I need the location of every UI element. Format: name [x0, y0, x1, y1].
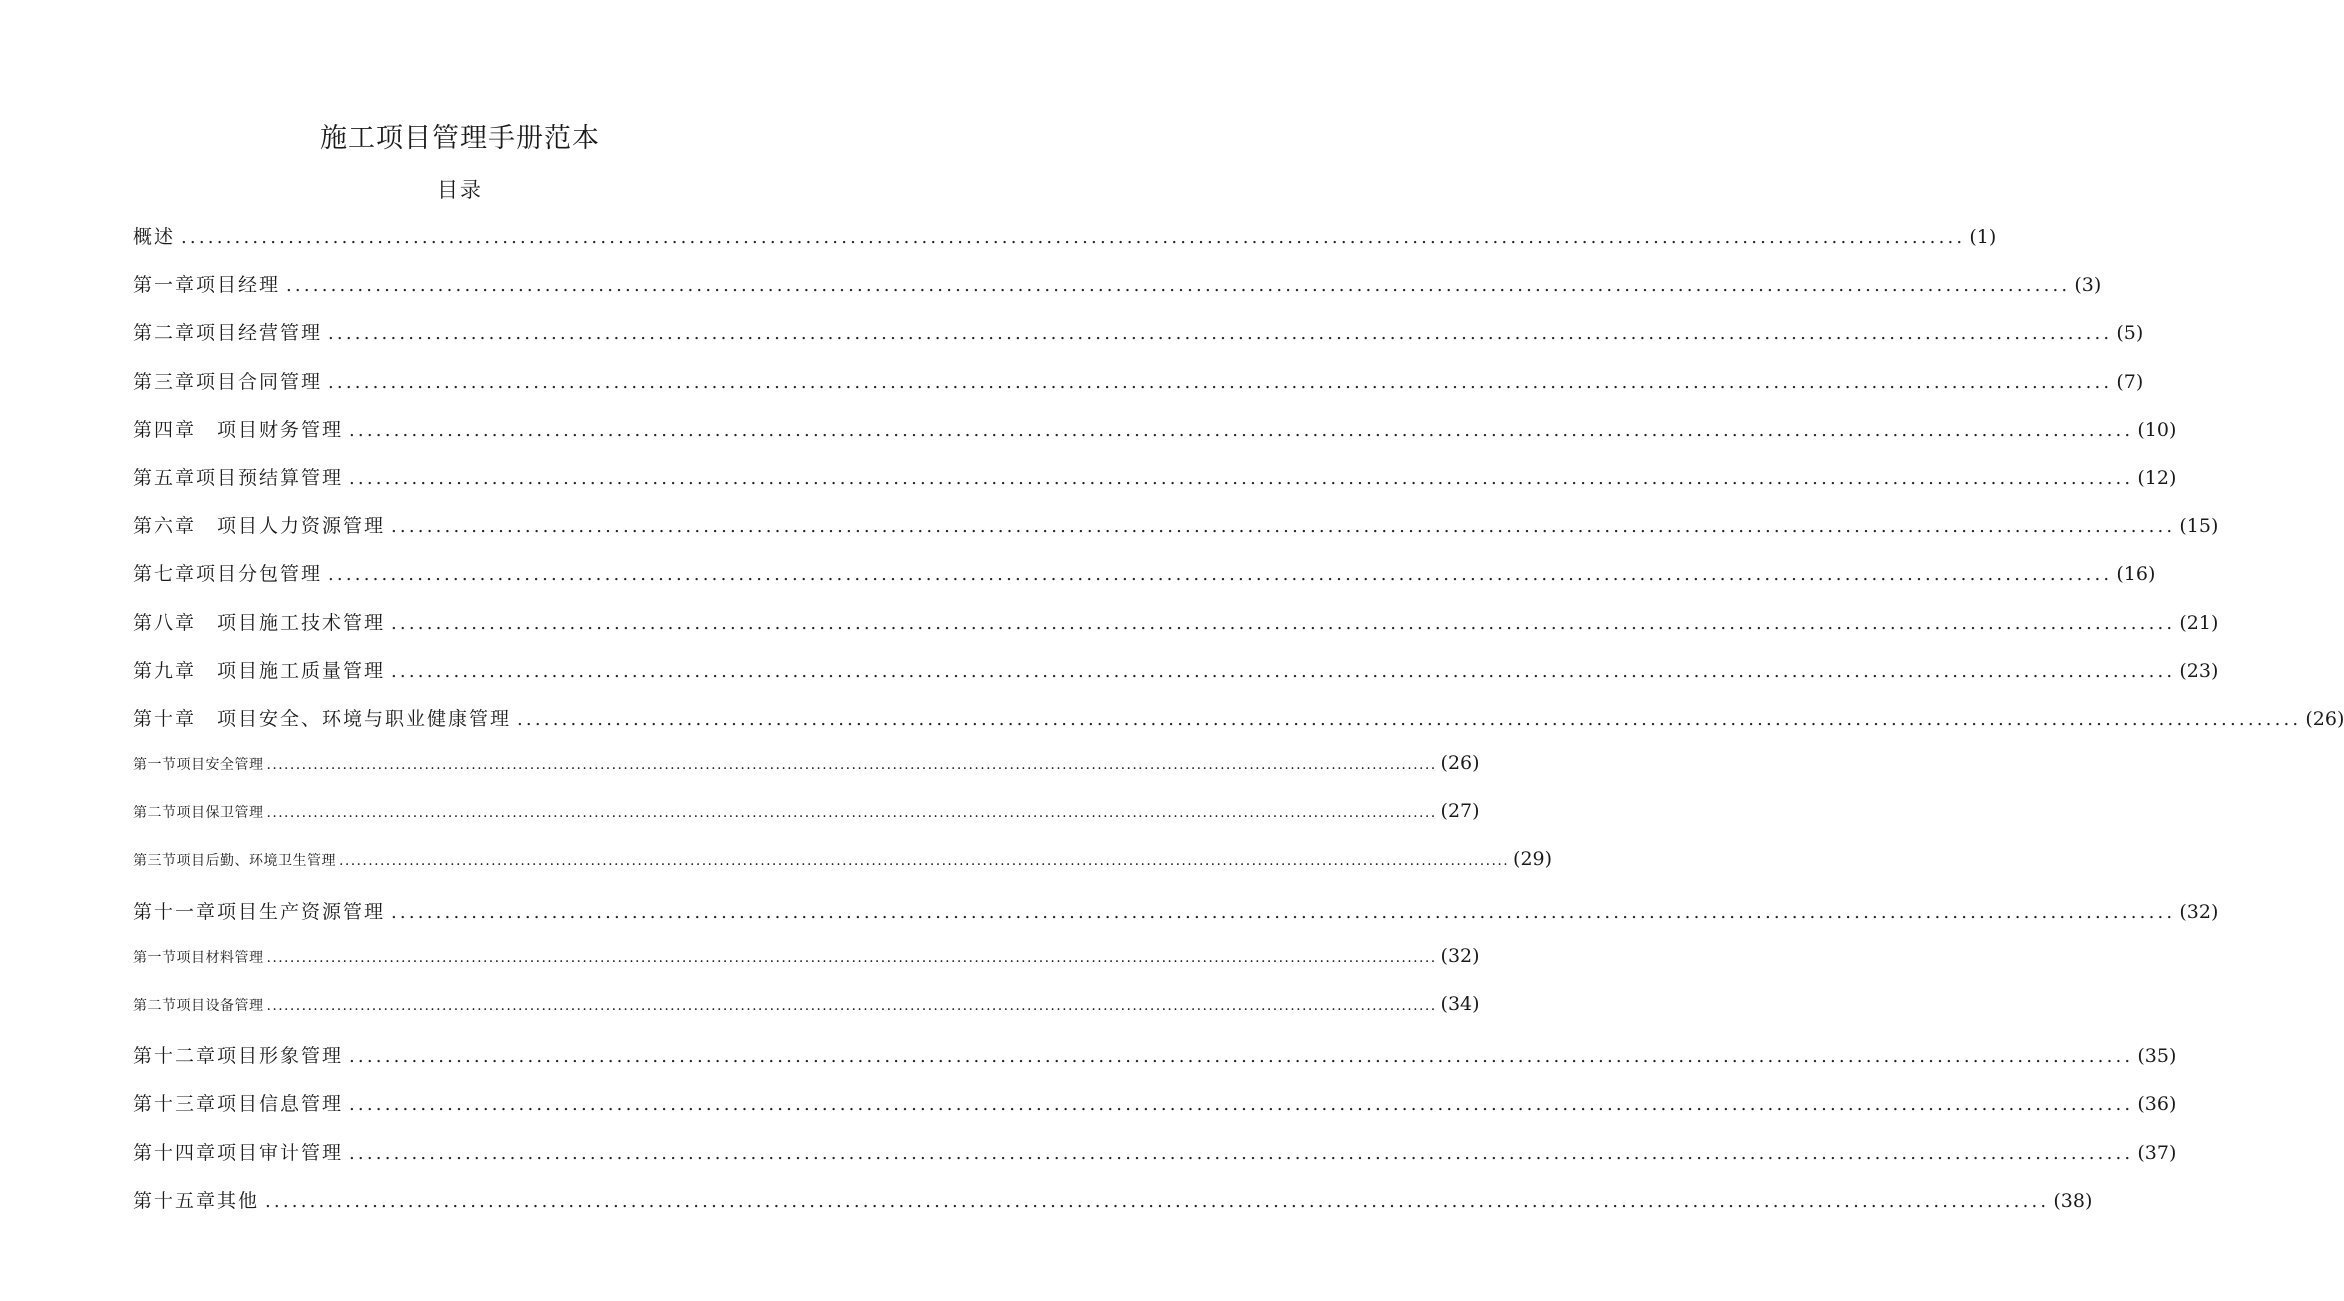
toc-dot-leader: ........................................................................................................................................................................................................ — [265, 1190, 2050, 1212]
toc-dot-leader: ........................................................................................................................................................................................................ — [339, 853, 1510, 870]
toc-entry-page-number: (16) — [2116, 563, 2156, 586]
toc-entry[interactable] — [133, 463, 2177, 511]
toc-entry[interactable] — [133, 656, 2219, 704]
toc-entry-title: 第九章 项目施工质量管理 — [133, 659, 386, 682]
toc-entry[interactable] — [133, 704, 2344, 752]
toc-entry-title: 第一章项目经理 — [133, 274, 281, 297]
toc-entry[interactable] — [133, 415, 2177, 463]
toc-entry-page-number: (26) — [1440, 752, 1480, 775]
toc-dot-leader: ........................................................................................................................................................................................................ — [349, 1094, 2134, 1116]
toc-entry-page-number: (38) — [2053, 1189, 2093, 1212]
toc-dot-leader: ........................................................................................................................................................................................................ — [328, 564, 2113, 586]
toc-dot-leader: ........................................................................................................................................................................................................ — [266, 998, 1437, 1014]
toc-entry[interactable] — [133, 897, 2219, 945]
toc-dot-leader: ........................................................................................................................................................................................................ — [328, 371, 2113, 393]
toc-entry[interactable] — [133, 367, 2144, 415]
toc-dot-leader: ........................................................................................................................................................................................................ — [266, 949, 1437, 966]
toc-dot-leader: ........................................................................................................................................................................................................ — [328, 323, 2113, 345]
toc-entry-title: 第四章 项目财务管理 — [133, 418, 344, 441]
toc-entry-title: 第八章 项目施工技术管理 — [133, 611, 386, 634]
toc-dot-leader: ........................................................................................................................................................................................................ — [181, 227, 1966, 248]
toc-entry-page-number: (29) — [1513, 848, 1553, 871]
toc-entry-title: 第十二章项目形象管理 — [133, 1045, 344, 1068]
toc-dot-leader: ........................................................................................................................................................................................................ — [517, 708, 2302, 730]
toc-entry-page-number: (23) — [2179, 659, 2219, 682]
toc-dot-leader: ........................................................................................................................................................................................................ — [349, 1142, 2134, 1164]
toc-entry[interactable] — [133, 1041, 2177, 1089]
toc-dot-leader: ........................................................................................................................................................................................................ — [266, 805, 1437, 822]
toc-entry-page-number: (34) — [1440, 993, 1480, 1015]
toc-entry[interactable] — [133, 608, 2219, 656]
toc-entry-page-number: (10) — [2137, 418, 2177, 441]
toc-entry-page-number: (21) — [2179, 611, 2219, 634]
toc-entry-title: 第五章项目预结算管理 — [133, 466, 344, 489]
table-of-contents — [133, 222, 2344, 1234]
toc-entry[interactable] — [133, 1089, 2177, 1137]
toc-entry-title: 第三章项目合同管理 — [133, 370, 323, 393]
toc-entry-page-number: (32) — [2179, 900, 2219, 923]
toc-entry-title: 第十一章项目生产资源管理 — [133, 900, 386, 923]
toc-entry-page-number: (35) — [2137, 1045, 2177, 1068]
toc-entry-title: 第十章 项目安全、环境与职业健康管理 — [133, 707, 512, 730]
toc-entry[interactable] — [133, 752, 1480, 800]
toc-entry-title: 第一节项目安全管理 — [133, 757, 264, 774]
toc-entry-page-number: (37) — [2137, 1141, 2177, 1164]
toc-dot-leader: ........................................................................................................................................................................................................ — [391, 901, 2176, 923]
toc-entry-title: 第二节项目设备管理 — [133, 998, 264, 1014]
toc-entry-page-number: (3) — [2074, 274, 2102, 297]
toc-entry[interactable] — [133, 848, 1553, 896]
toc-entry-page-number: (36) — [2137, 1093, 2177, 1116]
toc-entry[interactable] — [133, 222, 1997, 270]
toc-entry-page-number: (32) — [1440, 944, 1480, 967]
toc-dot-leader: ........................................................................................................................................................................................................ — [349, 1046, 2134, 1068]
toc-dot-leader: ........................................................................................................................................................................................................ — [266, 757, 1437, 774]
toc-dot-leader: ........................................................................................................................................................................................................ — [349, 467, 2134, 489]
toc-entry[interactable] — [133, 993, 1480, 1041]
toc-entry-page-number: (7) — [2116, 370, 2144, 393]
toc-entry-title: 第十四章项目审计管理 — [133, 1141, 344, 1164]
toc-dot-leader: ........................................................................................................................................................................................................ — [286, 275, 2071, 297]
toc-dot-leader: ........................................................................................................................................................................................................ — [349, 419, 2134, 441]
toc-entry-title: 概述 — [133, 226, 176, 248]
toc-entry-title: 第二节项目保卫管理 — [133, 805, 264, 822]
toc-entry-title: 第六章 项目人力资源管理 — [133, 515, 386, 538]
toc-entry[interactable] — [133, 511, 2219, 559]
toc-dot-leader: ........................................................................................................................................................................................................ — [391, 660, 2176, 682]
toc-entry[interactable] — [133, 559, 2156, 607]
toc-entry[interactable] — [133, 800, 1480, 848]
toc-dot-leader: ........................................................................................................................................................................................................ — [391, 516, 2176, 538]
toc-entry-title: 第三节项目后勤、环境卫生管理 — [133, 853, 336, 870]
toc-entry-page-number: (26) — [2305, 707, 2344, 730]
toc-entry-page-number: (1) — [1969, 226, 1997, 248]
toc-entry[interactable] — [133, 318, 2144, 366]
toc-entry-page-number: (15) — [2179, 515, 2219, 538]
toc-entry-title: 第十三章项目信息管理 — [133, 1093, 344, 1116]
document-title: 施工项目管理手册范本 — [320, 123, 600, 154]
toc-entry-title: 第十五章其他 — [133, 1189, 260, 1212]
toc-entry-page-number: (5) — [2116, 322, 2144, 345]
toc-dot-leader: ........................................................................................................................................................................................................ — [391, 612, 2176, 634]
toc-entry-page-number: (12) — [2137, 466, 2177, 489]
toc-entry-page-number: (27) — [1440, 800, 1480, 823]
toc-entry[interactable] — [133, 270, 2102, 318]
toc-heading: 目录 — [437, 178, 483, 202]
toc-entry-title: 第二章项目经营管理 — [133, 322, 323, 345]
toc-entry[interactable] — [133, 944, 1480, 993]
toc-entry[interactable] — [133, 1138, 2177, 1186]
toc-entry-title: 第七章项目分包管理 — [133, 563, 323, 586]
toc-entry-title: 第一节项目材料管理 — [133, 949, 264, 966]
toc-entry[interactable] — [133, 1186, 2093, 1234]
